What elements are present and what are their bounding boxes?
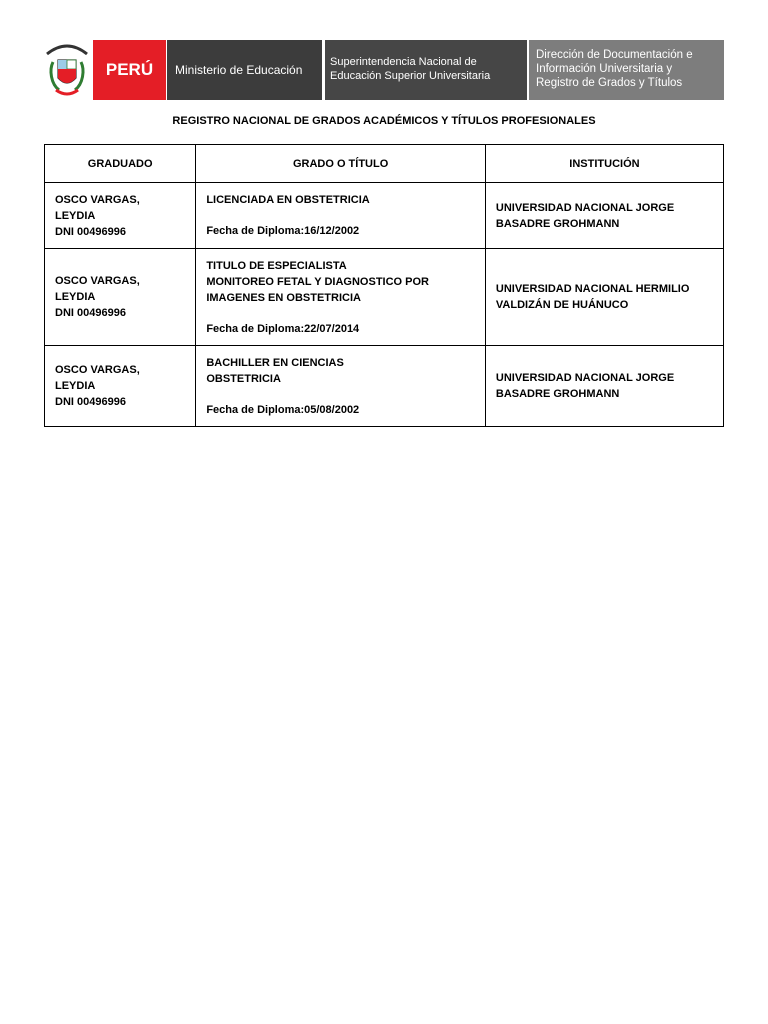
graduado-dni: DNI 00496996 <box>55 396 126 408</box>
grado-line: BACHILLER EN CIENCIAS <box>206 356 344 369</box>
graduado-name: OSCO VARGAS, <box>55 275 140 287</box>
graduado-cell <box>45 346 196 427</box>
fecha-diploma: Fecha de Diploma:22/07/2014 <box>206 322 360 335</box>
document-title: REGISTRO NACIONAL DE GRADOS ACADÉMICOS Y TÍTULOS PROFESIONALES <box>172 115 596 127</box>
direccion-line-1: Dirección de Documentación e <box>536 49 693 61</box>
graduado-dni: DNI 00496996 <box>55 225 126 238</box>
graduado-dni: DNI 00496996 <box>55 307 126 319</box>
sunedu-line-1: Superintendencia Nacional de <box>330 56 477 68</box>
grado-line: IMAGENES EN OBSTETRICIA <box>206 291 361 304</box>
graduado-firstname: LEYDIA <box>55 209 96 222</box>
graduado-firstname: LEYDIA <box>55 291 96 303</box>
ministerio-label: Ministerio de Educación <box>167 40 322 100</box>
graduado-name: OSCO VARGAS, <box>55 364 140 376</box>
direccion-line-2: Información Universitaria y <box>536 63 673 75</box>
institucion-line: BASADRE GROHMANN <box>495 388 620 400</box>
sunedu-label <box>324 40 527 100</box>
registry-table <box>44 144 724 427</box>
grado-line: OBSTETRICIA <box>206 372 281 385</box>
institucion-line: VALDIZÁN DE HUÁNUCO <box>495 299 629 311</box>
institucion-cell <box>485 346 723 427</box>
grado-line: TITULO DE ESPECIALISTA <box>206 259 347 272</box>
grado-line: MONITOREO FETAL Y DIAGNOSTICO POR <box>206 275 429 288</box>
institucion-cell <box>485 183 723 249</box>
table-row <box>45 183 724 249</box>
grado-cell <box>196 183 486 249</box>
coat-of-arms-logo <box>41 40 93 100</box>
header-graduado: GRADUADO <box>45 145 196 183</box>
graduado-name: OSCO VARGAS, <box>55 193 140 206</box>
graduado-firstname: LEYDIA <box>55 380 96 392</box>
sunedu-line-2: Educación Superior Universitaria <box>330 70 491 82</box>
institucion-cell <box>485 249 723 346</box>
institucion-line: UNIVERSIDAD NACIONAL JORGE <box>495 372 675 384</box>
peru-label: PERÚ <box>93 40 166 100</box>
table-header-row <box>45 145 724 183</box>
table-row <box>45 346 724 427</box>
graduado-cell <box>45 183 196 249</box>
header-banner <box>41 40 724 100</box>
coat-of-arms-icon <box>41 40 93 100</box>
fecha-diploma: Fecha de Diploma:16/12/2002 <box>206 225 360 237</box>
header-institucion: INSTITUCIÓN <box>485 145 723 183</box>
direccion-line-3: Registro de Grados y Títulos <box>536 77 683 89</box>
institucion-line: UNIVERSIDAD NACIONAL HERMILIO <box>495 283 690 295</box>
direccion-label <box>529 40 724 100</box>
grado-cell <box>196 346 486 427</box>
graduado-cell <box>45 249 196 346</box>
institucion-line: BASADRE GROHMANN <box>495 217 620 230</box>
fecha-diploma: Fecha de Diploma:05/08/2002 <box>206 403 360 416</box>
grado-cell <box>196 249 486 346</box>
grado-line: LICENCIADA EN OBSTETRICIA <box>206 194 370 206</box>
header-grado: GRADO O TÍTULO <box>196 145 486 183</box>
table-row <box>45 249 724 346</box>
institucion-line: UNIVERSIDAD NACIONAL JORGE <box>495 201 675 214</box>
